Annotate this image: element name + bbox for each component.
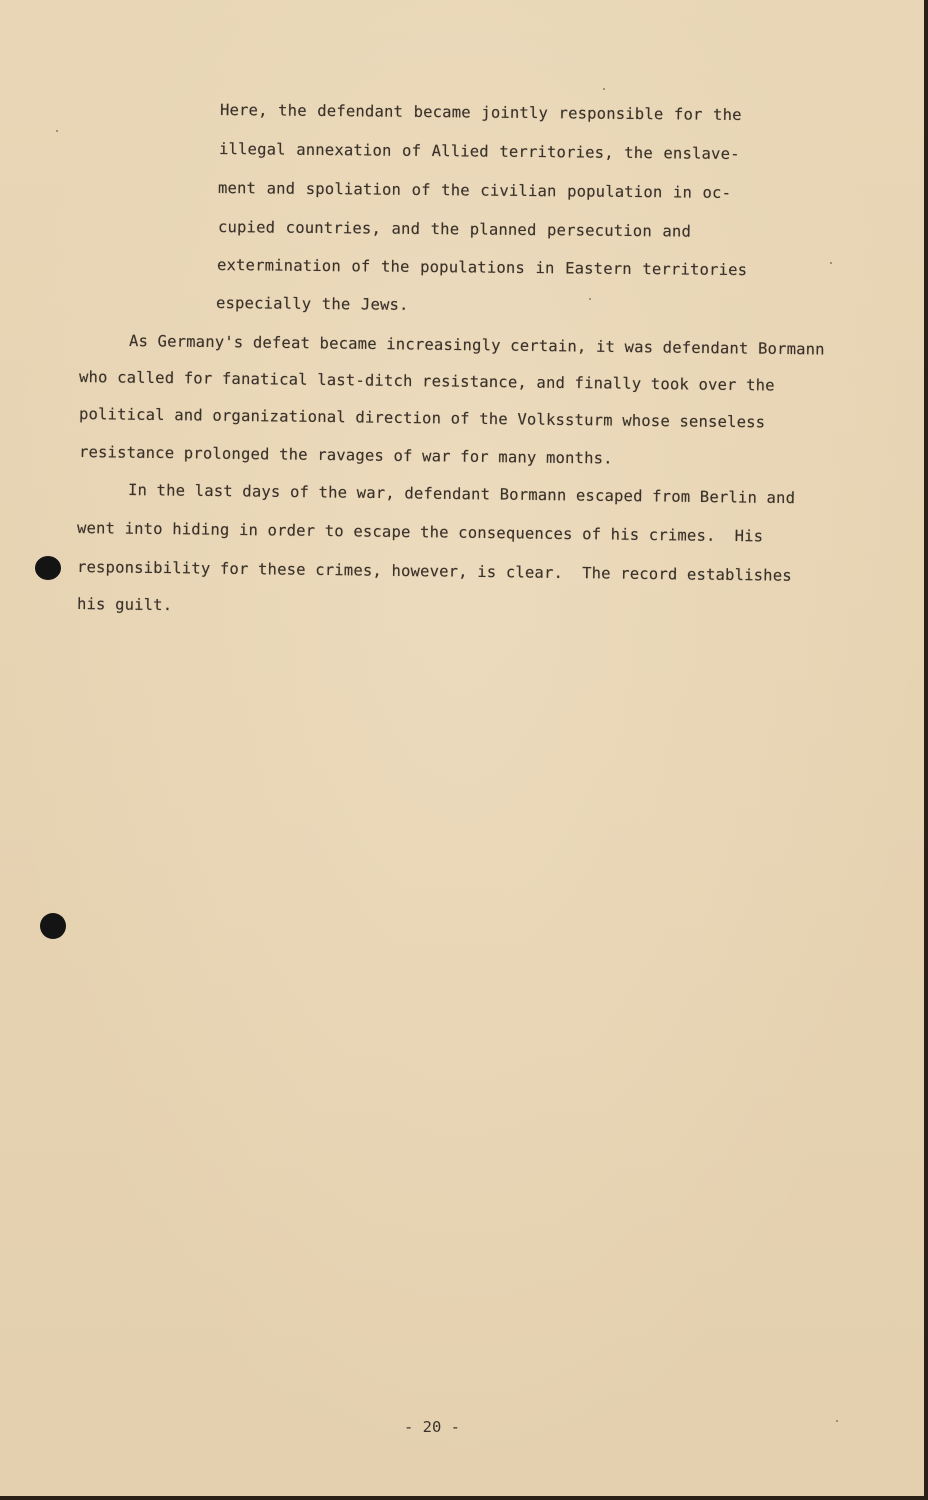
text-line: political and organizational direction of the Volkssturm whose senseless	[78, 405, 766, 432]
text-line: especially the Jews.	[215, 294, 409, 314]
text-line: went into hiding in order to escape the consequences of his crimes. His	[76, 519, 764, 546]
punch-hole-top	[35, 556, 61, 580]
punch-hole-bottom	[40, 913, 66, 939]
paper-speck	[603, 88, 605, 90]
text-line: Here, the defendant became jointly responsible for the	[219, 101, 742, 125]
text-line: his guilt.	[76, 595, 173, 615]
paper-speck	[56, 130, 58, 132]
text-line: illegal annexation of Allied territories, the enslave-	[218, 140, 740, 163]
page-number: - 20 -	[404, 1418, 460, 1436]
text-line: cupied countries, and the planned persecution and	[217, 218, 692, 241]
text-line: In the last days of the war, defendant Bormann escaped from Berlin and	[127, 481, 796, 508]
paper-speck	[830, 262, 832, 264]
text-line: ment and spoliation of the civilian population in oc-	[217, 179, 732, 202]
text-line: who called for fanatical last-ditch resistance, and finally took over the	[78, 368, 775, 395]
text-line: resistance prolonged the ravages of war for many months.	[78, 443, 613, 468]
text-line: As Germany's defeat became increasingly certain, it was defendant Bormann	[128, 332, 825, 359]
paper-speck	[589, 298, 591, 300]
paper-speck	[836, 1420, 838, 1422]
text-line: responsibility for these crimes, however, is clear. The record establishes	[76, 558, 792, 585]
text-line: extermination of the populations in Eastern territories	[216, 256, 748, 280]
